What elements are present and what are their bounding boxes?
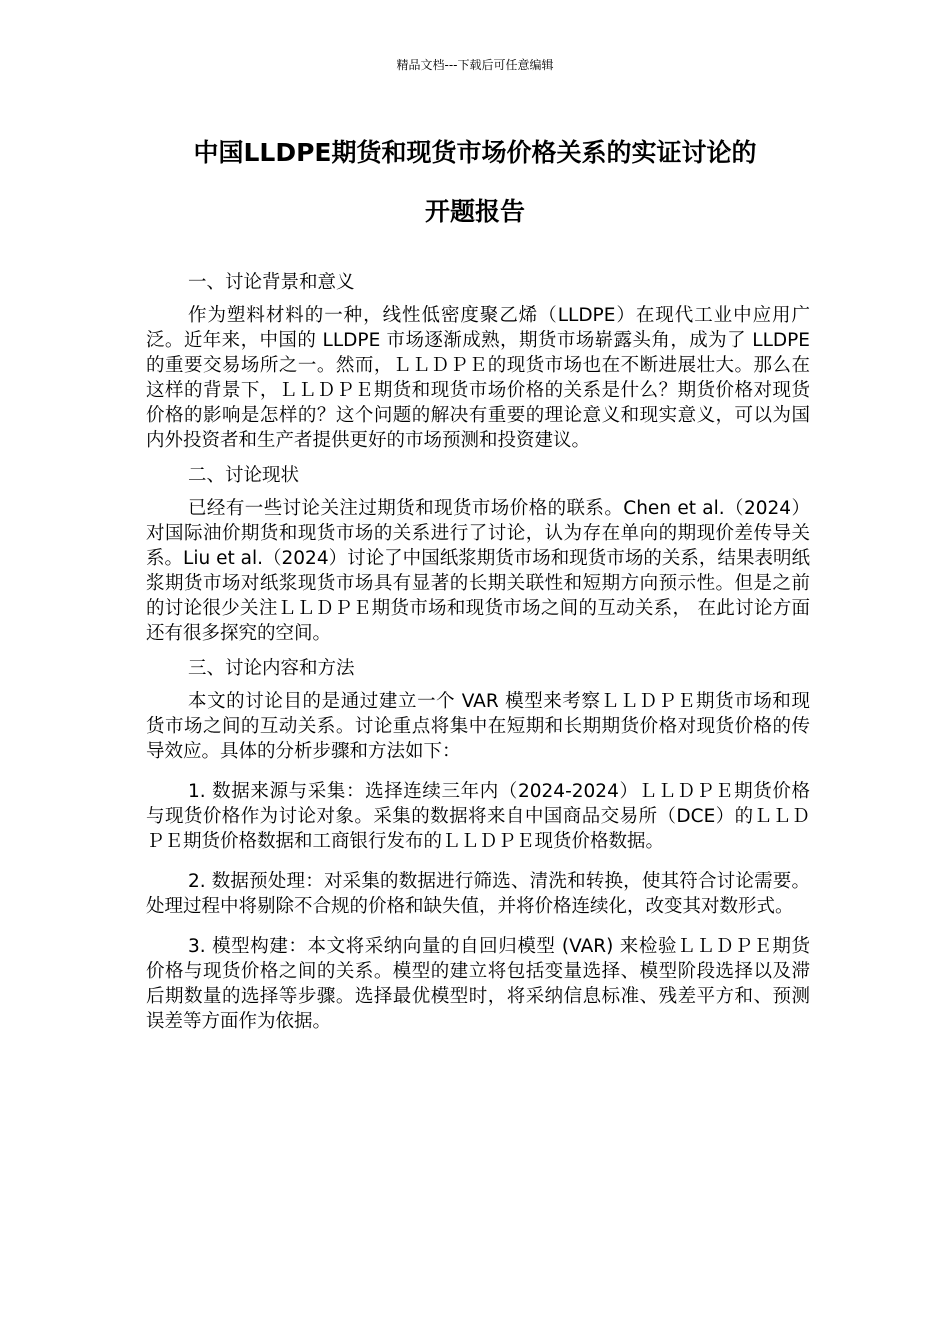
method-step-data-collection: 1. 数据来源与采集：选择连续三年内（2024-2024）ＬＬＤＰＥ期货价格与现货价格作为讨论对象。采集的数据将来自中国商品交易所（DCE）的ＬＬＤＰＥ期货价格数据和工商银行发布的ＬＬＤＰＥ现货价格数据。 bbox=[146, 781, 810, 852]
paragraph-methods: 本文的讨论目的是通过建立一个 VAR 模型来考察ＬＬＤＰＥ期货市场和现货市场之间的互动关系。讨论重点将集中在短期和长期期货价格对现货价格的传导效应。具体的分析步骤和方法如下： bbox=[146, 691, 810, 762]
document-title-line-1: 中国LLDPE期货和现货市场价格关系的实证讨论的 bbox=[193, 138, 757, 167]
section-heading-methods: 三、讨论内容和方法 bbox=[188, 658, 355, 679]
paragraph-status: 已经有一些讨论关注过期货和现货市场价格的联系。Chen et al.（2024）对国际油价期货和现货市场的关系进行了讨论，认为存在单向的期现价差传导关系。Liu et al.（2024）讨论了中国纸浆期货市场和现货市场的关系，结果表明纸浆期货市场对纸浆现货市场具有显著的长期关联性和短期方向预示性。但是之前的讨论很少关注ＬＬＤＰＥ期货市场和现货市场之间的互动关系， 在此讨论方面还有很多探究的空间。 bbox=[146, 498, 810, 644]
document-body bbox=[146, 270, 810, 1049]
paragraph-background: 作为塑料材料的一种，线性低密度聚乙烯（LLDPE）在现代工业中应用广泛。近年来，中国的 LLDPE 市场逐渐成熟，期货市场崭露头角，成为了 LLDPE 的重要交易场所之一。然而，ＬＬＤＰＥ的现货市场也在不断进展壮大。那么在这样的背景下，ＬＬＤＰＥ期货和现货市场价格的关系是什么？期货价格对现货价格的影响是怎样的？这个问题的解决有重要的理论意义和现实意义，可以为国内外投资者和生产者提供更好的市场预测和投资建议。 bbox=[146, 305, 810, 451]
page-header-watermark: 精品文档---下载后可任意编辑 bbox=[396, 58, 554, 72]
method-step-preprocessing: 2. 数据预处理：对采集的数据进行筛选、清洗和转换，使其符合讨论需要。处理过程中将剔除不合规的价格和缺失值，并将价格连续化，改变其对数形式。 bbox=[146, 871, 810, 917]
document-title-line-2: 开题报告 bbox=[424, 197, 525, 226]
section-heading-background: 一、讨论背景和意义 bbox=[188, 272, 355, 293]
method-step-model-building: 3. 模型构建：本文将采纳向量的自回归模型 (VAR) 来检验ＬＬＤＰＥ期货价格与现货价格之间的关系。模型的建立将包括变量选择、模型阶段选择以及滞后期数量的选择等步骤。选择最优模型时，将采纳信息标准、残差平方和、预测误差等方面作为依据。 bbox=[146, 936, 810, 1032]
section-heading-status: 二、讨论现状 bbox=[188, 465, 300, 486]
